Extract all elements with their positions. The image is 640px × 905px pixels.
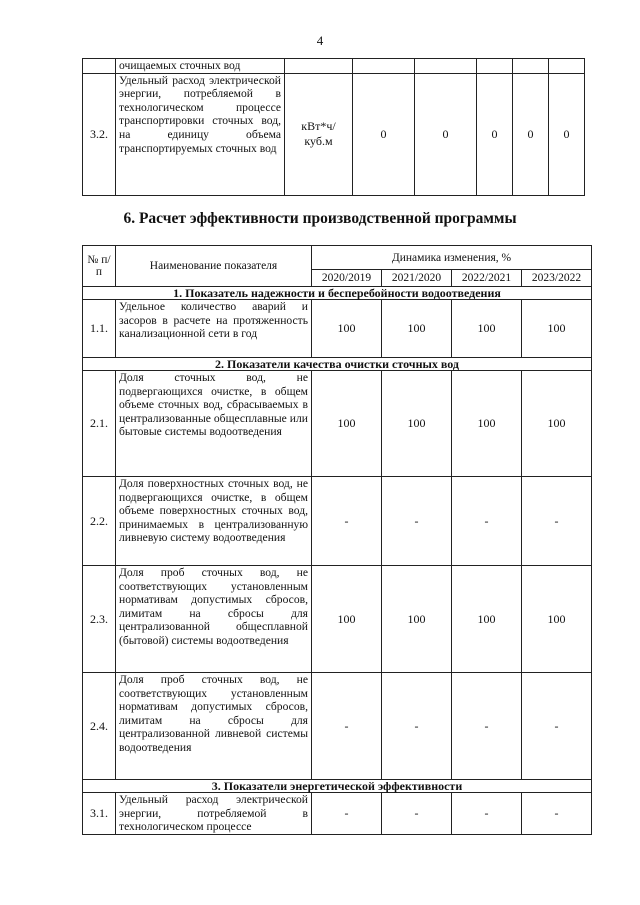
value-cell: 100	[382, 566, 452, 673]
header-dynamics: Динамика изменения, %	[312, 246, 592, 270]
value-cell: -	[382, 673, 452, 780]
header-year: 2022/2021	[452, 270, 522, 287]
value-cell: -	[452, 477, 522, 566]
indicator-name: Доля проб сточных вод, не соответствующих установленным нормативам допустимых сбросов, лимитам на сбросы для централизованной общесплавной (бытовой) системы водоотведения	[116, 566, 312, 673]
indicator-name: Удельный расход электрической энергии, потребляемой в технологическом процессе	[116, 793, 312, 835]
value-cell: 100	[452, 300, 522, 358]
value-cell: -	[522, 673, 592, 780]
unit-cell: кВт*ч/ куб.м	[285, 73, 353, 195]
value-cell: 0	[513, 73, 549, 195]
value-cell: 0	[415, 73, 477, 195]
value-cell: 100	[312, 300, 382, 358]
table-row	[83, 477, 592, 566]
row-number: 2.3.	[83, 566, 116, 673]
header-year: 2023/2022	[522, 270, 592, 287]
value-cell: 100	[522, 566, 592, 673]
row-number: 3.2.	[83, 73, 116, 195]
header-indicator-name: Наименование показателя	[116, 246, 312, 287]
value-cell: 0	[477, 73, 513, 195]
header-year: 2021/2020	[382, 270, 452, 287]
value-cell: 100	[382, 300, 452, 358]
value-cell: 0	[549, 73, 585, 195]
section-row	[83, 358, 592, 371]
continuation-row	[83, 59, 585, 74]
continuation-table	[82, 58, 585, 196]
indicator-name: Доля поверхностных сточных вод, не подвергающихся очистке, в общем объеме поверхностных сточных вод, принимаемых в централизованную ливневую систему водоотведения	[116, 477, 312, 566]
indicator-name: Удельный расход электрической энергии, потребляемой в технологическом процессе транспортировки сточных вод, на единицу объема транспортируемых сточных вод	[116, 73, 285, 195]
section-title: 6. Расчет эффективности производственной программы	[123, 210, 517, 227]
value-cell: -	[522, 793, 592, 835]
value-cell: 100	[522, 371, 592, 477]
value-cell: 100	[382, 371, 452, 477]
value-cell: -	[312, 793, 382, 835]
efficiency-table	[82, 245, 592, 835]
table-row	[83, 300, 592, 358]
value-cell: 100	[312, 371, 382, 477]
table-row	[83, 673, 592, 780]
row-number: 3.1.	[83, 793, 116, 835]
section-row	[83, 287, 592, 300]
row-number: 2.2.	[83, 477, 116, 566]
row-number: 2.4.	[83, 673, 116, 780]
header-number: № п/п	[83, 246, 116, 287]
header-row	[83, 246, 592, 270]
value-cell: 100	[522, 300, 592, 358]
value-cell: -	[452, 793, 522, 835]
value-cell: 100	[312, 566, 382, 673]
table-row	[83, 73, 585, 195]
value-cell: 100	[452, 371, 522, 477]
row-number: 1.1.	[83, 300, 116, 358]
section-heading: 1. Показатель надежности и бесперебойности водоотведения	[83, 287, 592, 300]
value-cell: -	[452, 673, 522, 780]
header-year: 2020/2019	[312, 270, 382, 287]
indicator-name: Удельное количество аварий и засоров в расчете на протяженность канализационной сети в год	[116, 300, 312, 358]
section-heading: 3. Показатели энергетической эффективности	[83, 780, 592, 793]
table-row	[83, 371, 592, 477]
row-number: 2.1.	[83, 371, 116, 477]
value-cell: -	[312, 673, 382, 780]
value-cell: 0	[353, 73, 415, 195]
section-heading: 2. Показатели качества очистки сточных вод	[83, 358, 592, 371]
value-cell: -	[382, 477, 452, 566]
value-cell: -	[312, 477, 382, 566]
value-cell: -	[382, 793, 452, 835]
indicator-name: Доля сточных вод, не подвергающихся очистке, в общем объеме сточных вод, сбрасываемых в централизованные общесплавные или бытовые системы водоотведения	[116, 371, 312, 477]
table-row	[83, 566, 592, 673]
value-cell: 100	[452, 566, 522, 673]
continuation-text: очищаемых сточных вод	[116, 59, 285, 74]
table-row	[83, 793, 592, 835]
value-cell: -	[522, 477, 592, 566]
indicator-name: Доля проб сточных вод, не соответствующих установленным нормативам допустимых сбросов, лимитам на сбросы для централизованной ливневой системы водоотведения	[116, 673, 312, 780]
section-row	[83, 780, 592, 793]
page-number: 4	[316, 33, 324, 48]
